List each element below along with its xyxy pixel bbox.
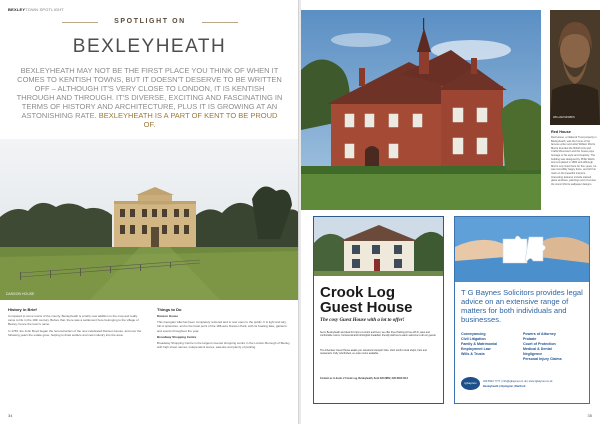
photo-caption: DANSON HOUSE <box>6 292 35 296</box>
service-item: Conveyancing <box>461 332 486 336</box>
portrait-illustration <box>550 10 600 125</box>
puzzle-hands-illustration <box>455 217 589 282</box>
kicker-rule-right <box>202 22 238 23</box>
tg-baynes-logo: tgbaynes <box>461 377 480 390</box>
tg-baynes-headline: T G Baynes Solicitors provides legal advice on an extensive range of matters for both individuals and businesses. <box>461 288 583 324</box>
red-house-body: Red House, a National Trust property in Bexleyheath, was the home of the famous writer and artist William Morris. Morris founded the British Arts and Crafts Movement and the house pays homage to his style and creativity. The building was designed by Philip Webb, and completed in 1860 and although Morris only lived there for five years, he was incredibly happy there, and left his mark on the beautiful interiors. Interesting features include stained glass windows, paintings and of course the iconic Morris wallpaper designs. <box>551 136 597 186</box>
running-head-rest: TOWN SPOTLIGHT <box>25 7 64 12</box>
page-number-left: 34 <box>8 413 13 418</box>
kicker: SPOTLIGHT ON <box>114 18 186 25</box>
red-house-photo <box>301 10 541 210</box>
service-item: Wills & Trusts <box>461 352 485 356</box>
william-morris-portrait <box>550 10 600 125</box>
guest-house-illustration <box>314 217 443 276</box>
crook-log-advert[interactable] <box>313 216 444 404</box>
service-item: Court of Protection <box>523 342 556 346</box>
things-to-do-body <box>157 314 291 351</box>
crook-log-title: Crook Log Guest House <box>320 284 413 316</box>
danson-subheading: Danson House <box>157 314 179 318</box>
red-house-heading: Red House <box>551 130 571 134</box>
article-headline: BEXLEYHEATH <box>72 36 227 57</box>
services-list-left <box>461 332 497 357</box>
danson-house-illustration <box>0 139 299 300</box>
service-item: Probate <box>523 337 537 341</box>
tg-baynes-contact[interactable]: 020 8301 7777 | info@tgbaynes.co.uk | www.tgbaynes.co.uk <box>483 380 553 383</box>
portrait-caption: WILLIAM MORRIS <box>553 116 575 119</box>
page-number-right: 35 <box>587 413 592 418</box>
services-list-right <box>523 332 562 362</box>
history-paragraph: In 1766, the John Boyd began the reconstruction of the now celebrated Danson House, and over the following years the estate grew, helping to draw settlers and new industry into the area. <box>8 328 142 337</box>
service-item: Employment Law <box>461 347 491 351</box>
service-item: Negligence <box>523 352 543 356</box>
danson-paragraph: This Georgian villa has been completely restored and is now open to the public. It is light and airy, full of splendour, and is the focal point of the 186-acre Danson Park, with its boating lake, gardens and events throughout the year. <box>157 320 287 333</box>
service-item: Personal Injury Claims <box>523 357 562 361</box>
kicker-row <box>62 18 238 28</box>
history-body <box>8 314 142 339</box>
running-head-bold: BEXLEY <box>8 7 26 12</box>
tg-baynes-advert[interactable] <box>454 216 590 404</box>
tg-baynes-offices: Bexleyheath | Orpington | Dartford <box>483 385 526 388</box>
standfirst-accent: BEXLEYHEATH IS A PART OF KENT TO BE PROUD OF. <box>98 111 278 129</box>
broadway-subheading: Broadway Shopping Centre <box>157 334 197 339</box>
service-item: Family & Matrimonial <box>461 342 498 346</box>
things-to-do-heading: Things to Do <box>157 307 182 312</box>
service-item: Civil Litigation <box>461 337 486 341</box>
puzzle-hands-photo <box>455 217 589 282</box>
crook-log-contact: Contact us to book: 2 Crook Log, Bexleyheath, Kent DA6 8BN | 020 8303 0113 <box>320 377 408 380</box>
service-item: Medical & Dental <box>523 347 552 351</box>
left-page <box>0 0 299 424</box>
history-paragraph: Compared to some towns of the county, Bexleyheath is a fairly new addition to the map and really came to life in the 19th century. Before that, there was a settlement here belonging to the village of Bexley, hence the town's name. <box>8 314 139 327</box>
running-head <box>8 7 64 12</box>
crook-log-tagline: The cosy Guest House with a lot to offer! <box>320 318 405 323</box>
kicker-rule-left <box>62 22 98 23</box>
service-item: Powers of Attorney <box>523 332 556 336</box>
red-house-illustration <box>301 10 541 210</box>
crook-log-body-1: Set in Bexleyheath and ideal for trips to London and Kent, we offer Free Parking & Free Wi-Fi, quiet and comfortable rooms, Continental and full English breakfast, friendly staff and a warm welcome to all our guests. <box>320 331 437 338</box>
danson-house-photo <box>0 139 299 300</box>
crook-log-body-2: The Advertiser Guest House awaits you. Excellent transport links, short stroll to local shops, bars and restaurants. Fully refurbished, en-suite rooms available. <box>320 349 427 356</box>
right-page <box>301 0 600 424</box>
guest-house-photo <box>314 217 443 276</box>
standfirst-text: BEXLEYHEATH MAY NOT BE THE FIRST PLACE YOU THINK OF WHEN IT COMES TO KENTISH TOWNS, BUT IT DOESN'T DESERVE TO BE WRITTEN OFF – ALTHOUGH IT'S VERY CLOSE TO LONDON, IT IS KENTISH THROUGH AND THROUGH. IT'S DIVERSE, EXCITING AND FASCINATING IN TERMS OF HISTORY AND ARCHITECTURE, PLUS IT IS GROWING AT AN ASTONISHING RATE. <box>16 66 283 120</box>
history-heading: History in Brief <box>8 307 37 312</box>
standfirst <box>16 66 283 129</box>
broadway-paragraph: Broadway Shopping Centre is the largest covered shopping centre in the London Borough of Bexley, with high street names, independent stores, eateries and plenty of parking. <box>157 341 291 350</box>
